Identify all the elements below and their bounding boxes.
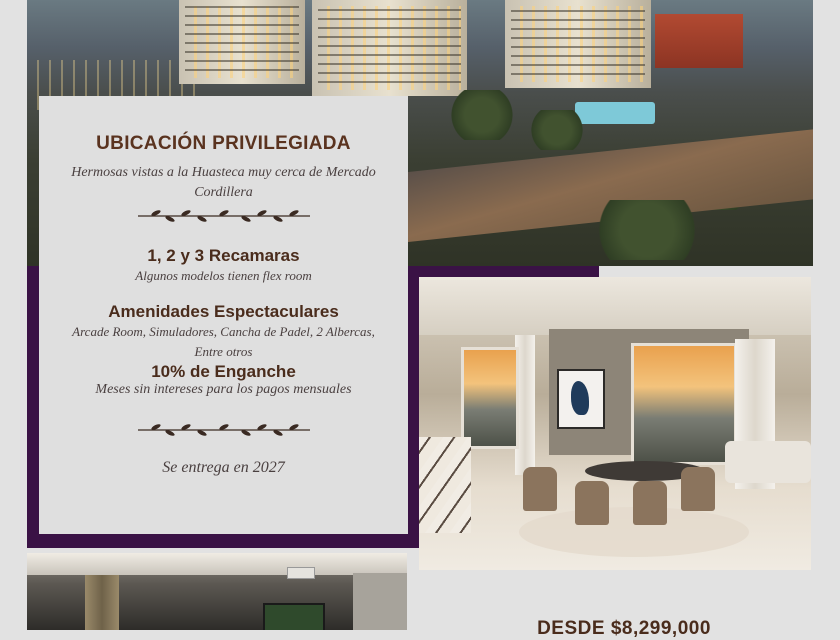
price-label: DESDE $8,299,000 xyxy=(537,618,711,639)
tower-building xyxy=(505,0,651,88)
feature-detail: Meses sin intereses para los pagos mensuales xyxy=(95,382,352,397)
feature-heading: 1, 2 y 3 Recamaras xyxy=(147,246,300,265)
location-text: Hermosas vistas a la Huasteca muy cerca de Mercado Cordillera xyxy=(71,165,376,200)
tower-building xyxy=(312,0,467,96)
vine-divider xyxy=(136,209,312,223)
dining-room-photo xyxy=(419,277,811,570)
feature-detail: Algunos modelos tienen flex room xyxy=(135,268,312,283)
entertainment-room-photo xyxy=(27,553,407,630)
info-card xyxy=(39,96,408,534)
card-title: UBICACIÓN PRIVILEGIADA xyxy=(96,133,351,154)
feature-detail: Arcade Room, Simuladores, Cancha de Padel, 2 Albercas, Entre otros xyxy=(72,324,375,359)
vine-divider xyxy=(136,423,312,437)
tower-building xyxy=(179,0,305,84)
delivery-date: Se entrega en 2027 xyxy=(162,459,285,476)
feature-heading: 10% de Enganche xyxy=(151,362,296,381)
feature-heading: Amenidades Espectaculares xyxy=(108,302,339,321)
